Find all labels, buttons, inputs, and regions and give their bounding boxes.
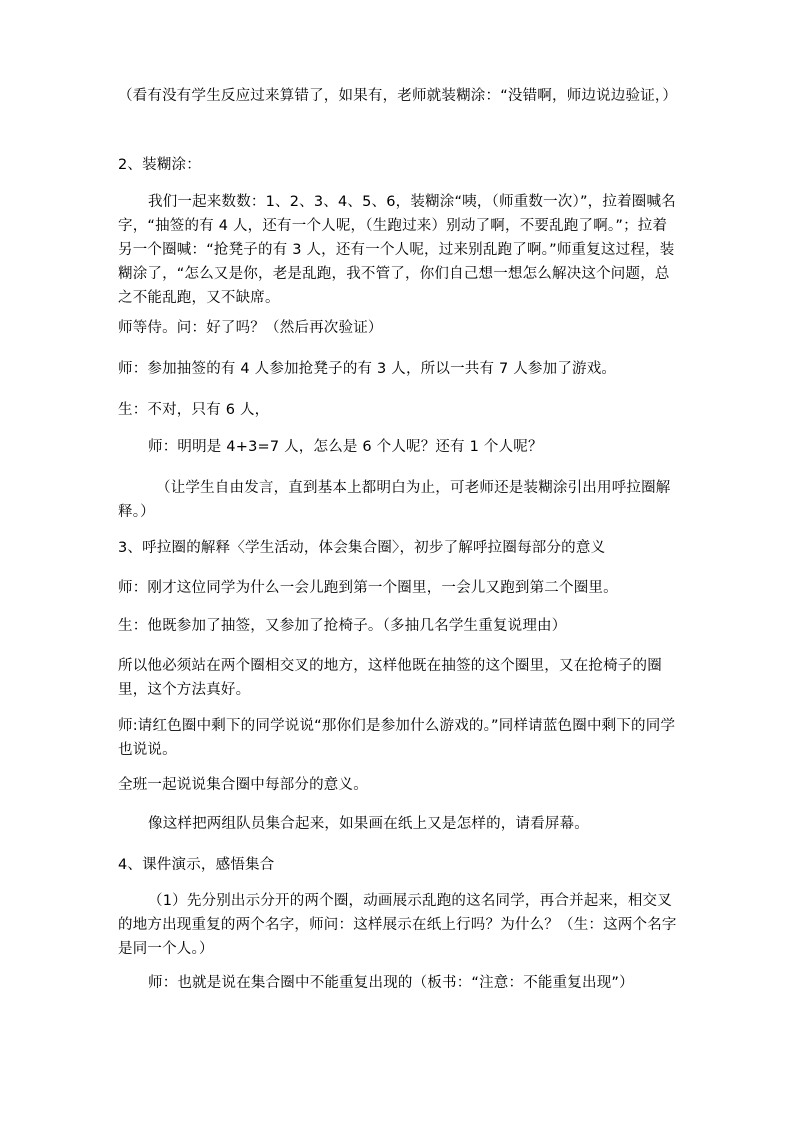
paragraph-note-1: （看有没有学生反应过来算错了，如果有，老师就装糊涂：“没错啊，师边说边验证，） — [118, 88, 678, 104]
paragraph-note-2: （让学生自由发言，直到基本上都明白为止，可老师还是装糊涂引出用呼拉圈解释。） — [118, 480, 671, 520]
paragraph-red-blue-circles: 师:请红色圈中剩下的同学说说“那你们是参加什么游戏的。”同样请蓝色圈中剩下的同学也说说。 — [118, 718, 676, 758]
paragraph-counting: 我们一起来数数：1、2、3、4、5、6，装糊涂“咦，（师重数一次）”，拉着圈喊名字，“抽签的有 4 人，还有一个人呢，（生跑过来）别动了啊，不要乱跑了啊。”；拉着另一个圈喊：“抢凳子的有 3 人，还有一个人呢，过来别乱跑了啊。”师重复这过程，装糊涂了，“怎么又是你，老是乱跑，我不管了，你们自己想一想怎么解决这个问题，总之不能乱跑，又不缺席。 — [118, 194, 676, 306]
paragraph-student-answer: 生：他既参加了抽签，又参加了抢椅子。（多抽几名学生重复说理由） — [118, 618, 567, 634]
section-heading-3: 3、呼拉圈的解释〈学生活动，体会集合圈〉，初步了解呼拉圈每部分的意义 — [118, 540, 606, 556]
paragraph-class-discussion: 全班一起说说集合圈中每部分的意义。 — [118, 777, 368, 793]
paragraph-teacher-question: 师：明明是 4+3=7 人，怎么是 6 个人呢？还有 1 个人呢？ — [148, 439, 543, 455]
paragraph-teacher-waits: 师等侍。问：好了吗？（然后再次验证） — [118, 320, 383, 336]
paragraph-teacher-total: 师：参加抽签的有 4 人参加抢凳子的有 3 人，所以一共有 7 人参加了游戏。 — [118, 361, 617, 377]
paragraph-board-note: 师：也就是说在集合圈中不能重复出现的（板书：“注意：不能重复出现”） — [148, 975, 634, 991]
paragraph-screen-prompt: 像这样把两组队员集合起来，如果画在纸上又是怎样的，请看屏幕。 — [148, 816, 589, 832]
section-heading-2: 2、装糊涂： — [118, 157, 201, 173]
paragraph-animation-demo: （1）先分别出示分开的两个圈，动画展示乱跑的这名同学，再合并起来，相交叉的地方出现重复的两个名字，师问：这样展示在纸上行吗？为什么？（生：这两个名字是同一个人。） — [118, 893, 677, 957]
paragraph-intersection: 所以他必须站在两个圈相交叉的地方，这样他既在抽签的这个圈里，又在抢椅子的圈里，这个方法真好。 — [118, 658, 662, 698]
paragraph-student-reply: 生：不对，只有 6 人， — [118, 402, 270, 418]
section-heading-4: 4、课件演示，感悟集合 — [118, 857, 275, 873]
paragraph-teacher-why: 师：刚才这位同学为什么一会儿跑到第一个圈里，一会儿又跑到第二个圈里。 — [118, 580, 618, 596]
